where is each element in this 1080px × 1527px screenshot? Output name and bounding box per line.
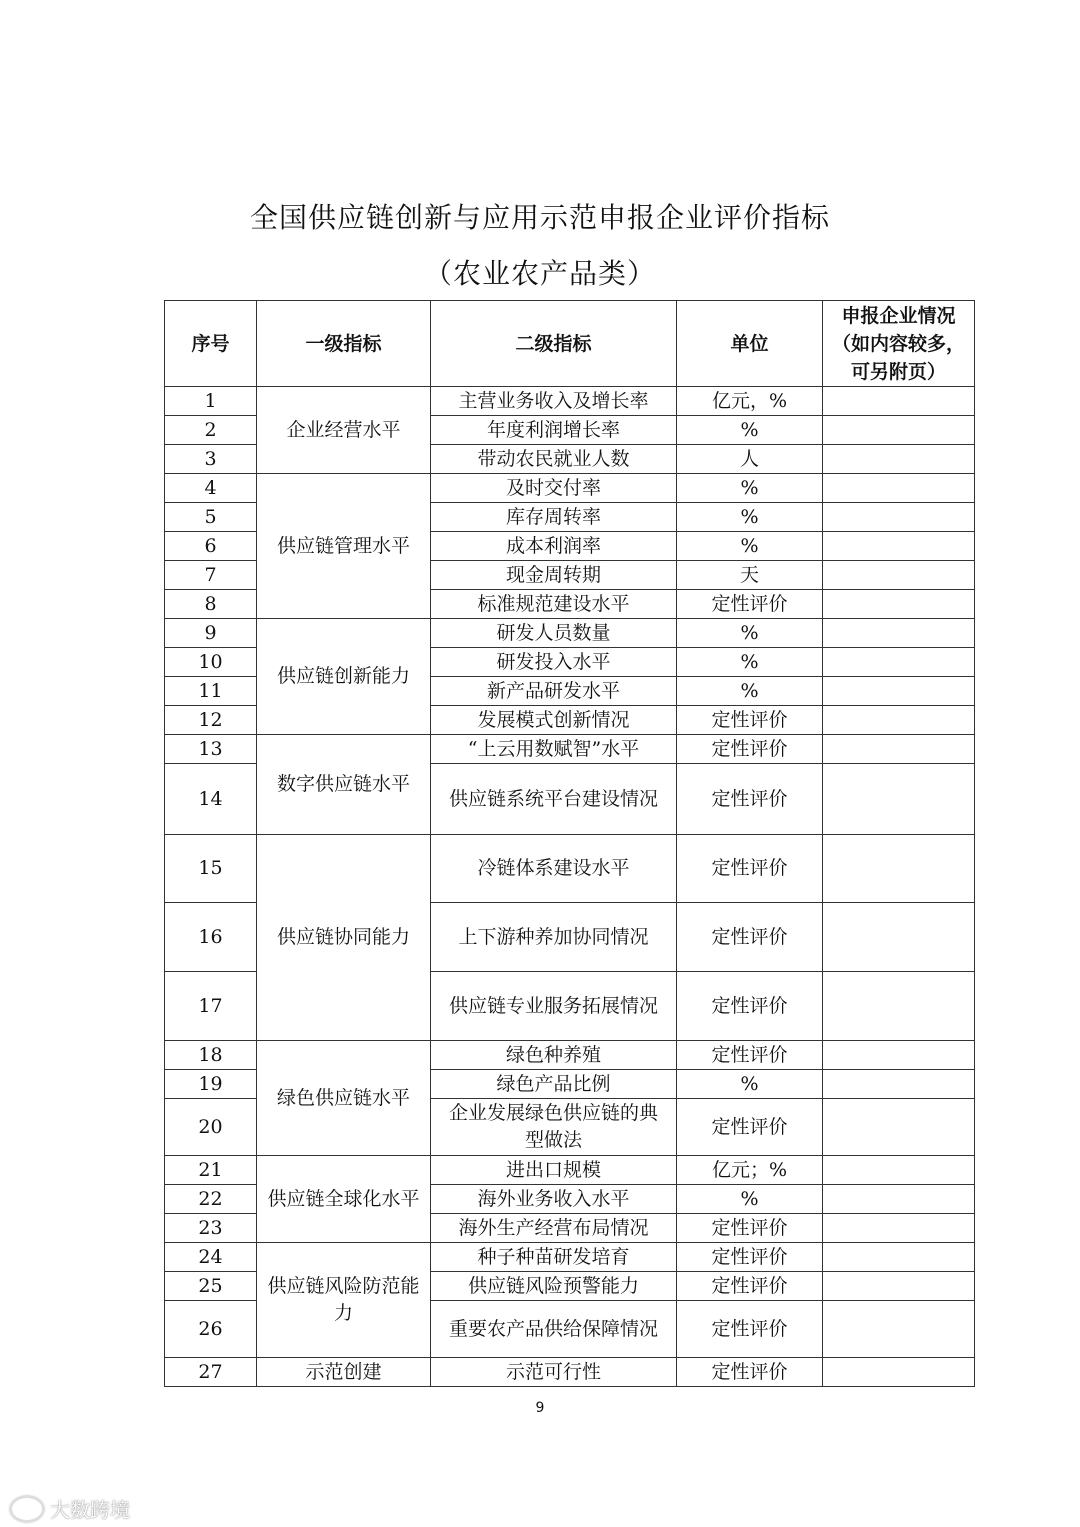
header-status: 申报企业情况（如内容较多，可另附页） (823, 301, 975, 387)
unit-cell: 定性评价 (677, 735, 823, 764)
row-index: 15 (165, 835, 257, 903)
row-index: 23 (165, 1214, 257, 1243)
row-index: 5 (165, 503, 257, 532)
unit-cell: 定性评价 (677, 972, 823, 1041)
header-level1: 一级指标 (257, 301, 431, 387)
unit-cell: 定性评价 (677, 903, 823, 972)
level2-indicator: 年度利润增长率 (431, 416, 677, 445)
unit-cell: 人 (677, 445, 823, 474)
row-index: 27 (165, 1358, 257, 1387)
unit-cell: % (677, 619, 823, 648)
row-index: 2 (165, 416, 257, 445)
row-index: 26 (165, 1301, 257, 1358)
table-row (165, 1156, 975, 1185)
level2-indicator: 供应链专业服务拓展情况 (431, 972, 677, 1041)
status-cell[interactable] (823, 416, 975, 445)
status-cell[interactable] (823, 648, 975, 677)
status-cell[interactable] (823, 835, 975, 903)
level2-indicator: 成本利润率 (431, 532, 677, 561)
table-row (165, 387, 975, 416)
unit-cell: % (677, 532, 823, 561)
level2-indicator: 标准规范建设水平 (431, 590, 677, 619)
level2-indicator: 主营业务收入及增长率 (431, 387, 677, 416)
level2-indicator: 研发投入水平 (431, 648, 677, 677)
unit-cell: 天 (677, 561, 823, 590)
status-cell[interactable] (823, 619, 975, 648)
row-index: 4 (165, 474, 257, 503)
row-index: 11 (165, 677, 257, 706)
unit-cell: % (677, 677, 823, 706)
level2-indicator: 海外生产经营布局情况 (431, 1214, 677, 1243)
status-cell[interactable] (823, 1301, 975, 1358)
level2-indicator: 供应链风险预警能力 (431, 1272, 677, 1301)
level1-indicator: 供应链全球化水平 (257, 1156, 431, 1243)
level2-indicator: 重要农产品供给保障情况 (431, 1301, 677, 1358)
row-index: 21 (165, 1156, 257, 1185)
level2-indicator: 绿色种养殖 (431, 1041, 677, 1070)
status-cell[interactable] (823, 1214, 975, 1243)
level2-indicator: 新产品研发水平 (431, 677, 677, 706)
status-cell[interactable] (823, 1185, 975, 1214)
table-row (165, 619, 975, 648)
document-title: 全国供应链创新与应用示范申报企业评价指标 (249, 201, 830, 234)
unit-cell: 定性评价 (677, 1358, 823, 1387)
level2-indicator: 带动农民就业人数 (431, 445, 677, 474)
row-index: 9 (165, 619, 257, 648)
level1-indicator: 供应链创新能力 (257, 619, 431, 735)
unit-cell: % (677, 416, 823, 445)
unit-cell: 定性评价 (677, 1301, 823, 1358)
table-header-row (165, 301, 975, 387)
unit-cell: 定性评价 (677, 1041, 823, 1070)
unit-cell: 定性评价 (677, 1214, 823, 1243)
status-cell[interactable] (823, 561, 975, 590)
unit-cell: 定性评价 (677, 835, 823, 903)
level2-indicator: 现金周转期 (431, 561, 677, 590)
row-index: 22 (165, 1185, 257, 1214)
table-row (165, 735, 975, 764)
page-number: 9 (535, 1400, 545, 1416)
status-cell[interactable] (823, 1070, 975, 1099)
row-index: 1 (165, 387, 257, 416)
status-cell[interactable] (823, 1358, 975, 1387)
status-cell[interactable] (823, 1099, 975, 1156)
row-index: 17 (165, 972, 257, 1041)
level2-indicator: 示范可行性 (431, 1358, 677, 1387)
row-index: 8 (165, 590, 257, 619)
level1-indicator: 数字供应链水平 (257, 735, 431, 835)
header-index: 序号 (165, 301, 257, 387)
table-row (165, 474, 975, 503)
level1-indicator: 供应链管理水平 (257, 474, 431, 619)
level2-indicator: 库存周转率 (431, 503, 677, 532)
level2-indicator: 进出口规模 (431, 1156, 677, 1185)
level2-indicator: 发展模式创新情况 (431, 706, 677, 735)
row-index: 10 (165, 648, 257, 677)
row-index: 12 (165, 706, 257, 735)
row-index: 18 (165, 1041, 257, 1070)
header-unit: 单位 (677, 301, 823, 387)
table-row (165, 835, 975, 903)
level1-indicator: 绿色供应链水平 (257, 1041, 431, 1156)
level1-indicator: 供应链风险防范能力 (257, 1243, 431, 1358)
level2-indicator: 供应链系统平台建设情况 (431, 764, 677, 835)
table-row (165, 1358, 975, 1387)
table-row (165, 1243, 975, 1272)
watermark (10, 1494, 130, 1523)
unit-cell: 亿元；% (677, 1156, 823, 1185)
row-index: 6 (165, 532, 257, 561)
row-index: 14 (165, 764, 257, 835)
level2-indicator: 冷链体系建设水平 (431, 835, 677, 903)
level1-indicator: 企业经营水平 (257, 387, 431, 474)
unit-cell: % (677, 474, 823, 503)
status-cell[interactable] (823, 1272, 975, 1301)
header-level2: 二级指标 (431, 301, 677, 387)
unit-cell: 定性评价 (677, 764, 823, 835)
status-cell[interactable] (823, 590, 975, 619)
row-index: 19 (165, 1070, 257, 1099)
row-index: 25 (165, 1272, 257, 1301)
row-index: 13 (165, 735, 257, 764)
level2-indicator: 及时交付率 (431, 474, 677, 503)
level2-indicator: “上云用数赋智”水平 (431, 735, 677, 764)
document-subtitle: （农业农产品类） (423, 257, 656, 290)
logo-icon (10, 1496, 44, 1522)
unit-cell: % (677, 648, 823, 677)
unit-cell: 亿元，% (677, 387, 823, 416)
watermark-text: 大数跨境 (50, 1498, 130, 1522)
status-cell[interactable] (823, 764, 975, 835)
status-cell[interactable] (823, 387, 975, 416)
row-index: 16 (165, 903, 257, 972)
status-cell[interactable] (823, 706, 975, 735)
status-cell[interactable] (823, 1041, 975, 1070)
status-cell[interactable] (823, 1243, 975, 1272)
row-index: 20 (165, 1099, 257, 1156)
row-index: 3 (165, 445, 257, 474)
status-cell[interactable] (823, 735, 975, 764)
unit-cell: 定性评价 (677, 1243, 823, 1272)
indicator-table (164, 300, 975, 1387)
status-cell[interactable] (823, 474, 975, 503)
row-index: 24 (165, 1243, 257, 1272)
level2-indicator: 企业发展绿色供应链的典型做法 (431, 1099, 677, 1156)
level2-indicator: 绿色产品比例 (431, 1070, 677, 1099)
unit-cell: % (677, 503, 823, 532)
status-cell[interactable] (823, 445, 975, 474)
level2-indicator: 研发人员数量 (431, 619, 677, 648)
status-cell[interactable] (823, 972, 975, 1041)
row-index: 7 (165, 561, 257, 590)
unit-cell: 定性评价 (677, 706, 823, 735)
unit-cell: 定性评价 (677, 1272, 823, 1301)
status-cell[interactable] (823, 503, 975, 532)
table-row (165, 1041, 975, 1070)
level2-indicator: 上下游种养加协同情况 (431, 903, 677, 972)
status-cell[interactable] (823, 677, 975, 706)
level2-indicator: 海外业务收入水平 (431, 1185, 677, 1214)
unit-cell: % (677, 1185, 823, 1214)
status-cell[interactable] (823, 903, 975, 972)
level1-indicator: 示范创建 (257, 1358, 431, 1387)
status-cell[interactable] (823, 1156, 975, 1185)
unit-cell: 定性评价 (677, 1099, 823, 1156)
level2-indicator: 种子种苗研发培育 (431, 1243, 677, 1272)
level1-indicator: 供应链协同能力 (257, 835, 431, 1041)
status-cell[interactable] (823, 532, 975, 561)
unit-cell: % (677, 1070, 823, 1099)
unit-cell: 定性评价 (677, 590, 823, 619)
